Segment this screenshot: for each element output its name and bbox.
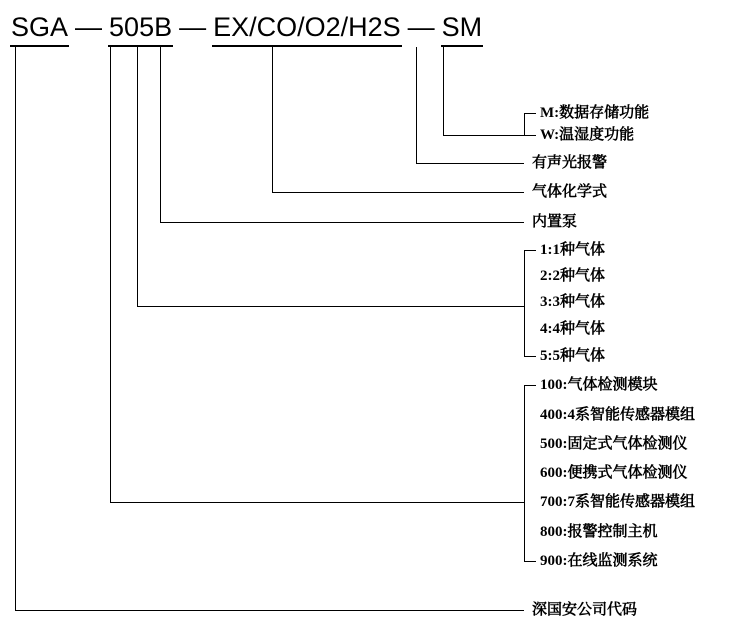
code-segment-sga: SGA bbox=[10, 12, 69, 47]
label-alarm: 有声光报警 bbox=[532, 155, 608, 171]
label-series-800: 800:报警控制主机 bbox=[540, 524, 658, 540]
leader-sga-vertical bbox=[15, 47, 16, 610]
leader-gas-formula-vertical bbox=[272, 47, 273, 192]
leader-suffix-vertical bbox=[443, 47, 444, 135]
label-series-600: 600:便携式气体检测仪 bbox=[540, 465, 688, 481]
label-gas-count-4: 4:4种气体 bbox=[540, 321, 605, 337]
brace-gas-count-tick-1 bbox=[524, 250, 536, 251]
label-pump: 内置泵 bbox=[532, 214, 578, 230]
code-dash-3: — bbox=[407, 12, 435, 42]
leader-pump-horizontal bbox=[160, 222, 524, 223]
leader-suffix-horizontal bbox=[443, 135, 524, 136]
leader-series-vertical bbox=[110, 47, 111, 502]
brace-series-tick-900 bbox=[524, 561, 536, 562]
label-gas-formula: 气体化学式 bbox=[532, 184, 608, 200]
leader-alarm-vertical bbox=[416, 47, 417, 163]
leader-gas-count-horizontal bbox=[137, 306, 524, 307]
brace-series-tick-100 bbox=[524, 385, 536, 386]
label-suffix-m: M:数据存储功能 bbox=[540, 105, 650, 121]
label-gas-count-2: 2:2种气体 bbox=[540, 268, 605, 284]
brace-suffix-tick-m bbox=[524, 113, 536, 114]
code-dash-2: — bbox=[179, 12, 207, 42]
code-dash-1: — bbox=[75, 12, 103, 42]
code-segment-sm: SM bbox=[441, 12, 484, 47]
leader-alarm-horizontal bbox=[416, 163, 524, 164]
code-segment-gas-formula: EX/CO/O2/H2S bbox=[212, 12, 402, 47]
brace-series-vertical bbox=[524, 385, 525, 561]
leader-series-horizontal bbox=[110, 502, 524, 503]
brace-suffix-tick-w bbox=[524, 135, 536, 136]
brace-gas-count-tick-5 bbox=[524, 356, 536, 357]
label-series-700: 700:7系智能传感器模组 bbox=[540, 494, 695, 510]
brace-suffix-vertical bbox=[524, 113, 525, 135]
label-company-code: 深国安公司代码 bbox=[532, 602, 638, 618]
leader-gas-formula-horizontal bbox=[272, 192, 524, 193]
label-suffix-w: W:温湿度功能 bbox=[540, 127, 635, 143]
label-series-900: 900:在线监测系统 bbox=[540, 553, 658, 569]
label-gas-count-1: 1:1种气体 bbox=[540, 242, 605, 258]
label-series-400: 400:4系智能传感器模组 bbox=[540, 407, 695, 423]
brace-gas-count-vertical bbox=[524, 250, 525, 356]
leader-sga-horizontal bbox=[15, 610, 524, 611]
label-gas-count-3: 3:3种气体 bbox=[540, 294, 605, 310]
model-code-line bbox=[10, 12, 483, 47]
leader-gas-count-vertical bbox=[137, 47, 138, 306]
label-gas-count-5: 5:5种气体 bbox=[540, 348, 605, 364]
label-series-100: 100:气体检测模块 bbox=[540, 377, 658, 393]
leader-pump-vertical bbox=[160, 47, 161, 222]
code-segment-505b: 505B bbox=[108, 12, 173, 47]
label-series-500: 500:固定式气体检测仪 bbox=[540, 436, 688, 452]
